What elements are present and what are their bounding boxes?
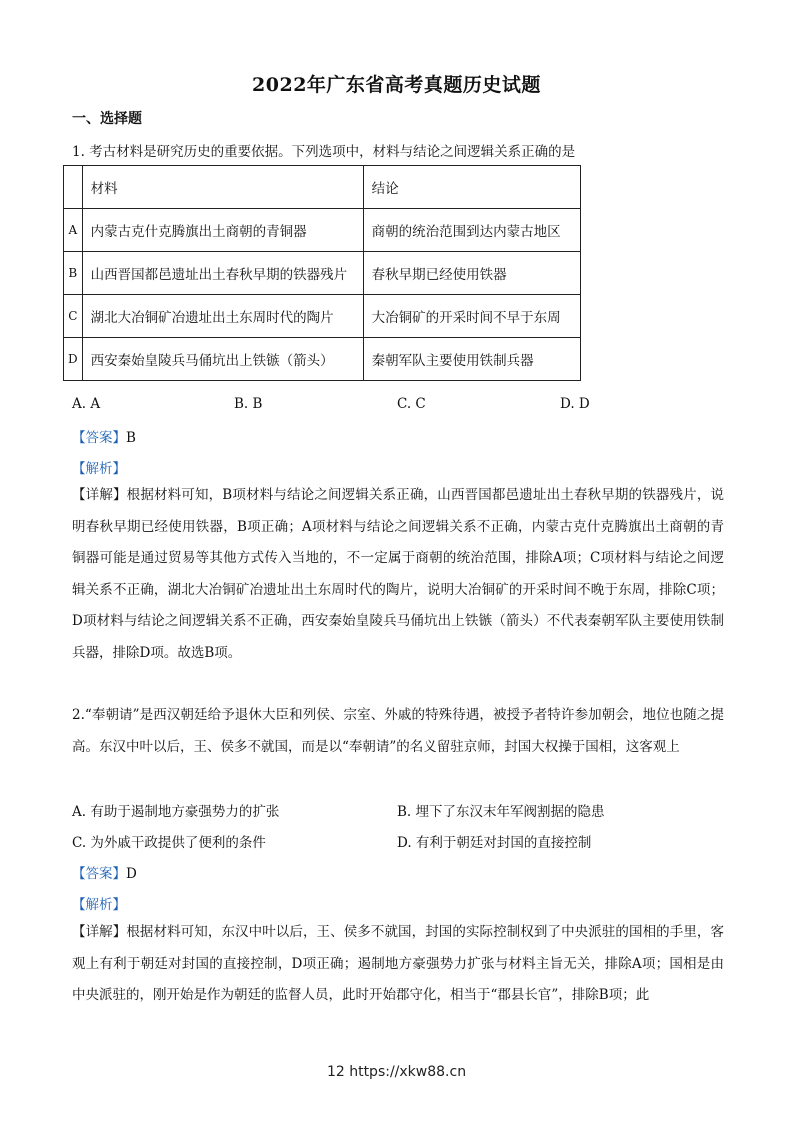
page-title: 2022年广东省高考真题历史试题 [252,74,541,96]
row-key: B [64,252,83,295]
q1-option-b: B. B [234,396,263,412]
q1-option-d: D. D [560,396,590,412]
q2-detail [72,917,724,1013]
answer-value: B [126,430,136,446]
table-row [64,295,581,338]
q2-answer [72,862,137,882]
q2-option-b: B. 埋下了东汉末年军阀割据的隐患 [397,804,605,820]
row-key: A [64,209,83,252]
row-conclusion: 商朝的统治范围到达内蒙古地区 [363,209,580,252]
q1-option-c: C. C [397,396,426,412]
q1-stem: 1. 考古材料是研究历史的重要依据。下列选项中，材料与结论之间逻辑关系正确的是 [72,144,576,160]
q2-option-a: A. 有助于遏制地方豪强势力的扩张 [72,804,280,820]
detail-tag: 【详解】 [72,924,127,940]
q1-option-a: A. A [72,396,101,412]
row-conclusion: 大冶铜矿的开采时间不早于东周 [363,295,580,338]
row-material: 山西晋国都邑遗址出土春秋早期的铁器残片 [82,252,363,295]
row-key: C [64,295,83,338]
q1-answer [72,426,136,446]
row-material: 湖北大冶铜矿冶遗址出土东周时代的陶片 [82,295,363,338]
row-key: D [64,338,83,381]
q2-option-c: C. 为外戚干政提供了便利的条件 [72,835,266,851]
row-material: 西安秦始皇陵兵马俑坑出上铁镞（箭头） [82,338,363,381]
q2-option-d: D. 有利于朝廷对封国的直接控制 [397,835,592,851]
table-cell [64,166,83,209]
table-row [64,252,581,295]
detail-text: 根据材料可知，东汉中叶以后，王、侯多不就国，封国的实际控制权到了中央派驻的国相的手里，客观上有利于朝廷对封国的直接控制，D项正确；遏制地方豪强势力扩张与材料主旨无关，排除A项；国相是由中央派驻的，刚开始是作为朝廷的监督人员，此时开始郡守化，相当于“郡县长官”，排除B项；此 [72,924,724,1003]
answer-tag: 【答案】 [72,866,126,882]
page-footer: 12 https://xkw88.cn [326,1064,467,1080]
table-header-row [64,166,581,209]
row-conclusion: 秦朝军队主要使用铁制兵器 [363,338,580,381]
table-row [64,209,581,252]
q1-material-table [63,165,581,381]
q1-detail [72,480,724,669]
table-header-conclusion: 结论 [363,166,580,209]
detail-text: 根据材料可知，B项材料与结论之间逻辑关系正确，山西晋国都邑遗址出土春秋早期的铁器残片，说明春秋早期已经使用铁器，B项正确；A项材料与结论之间逻辑关系不正确，内蒙古克什克腾旗出土商朝的青铜器可能是通过贸易等其他方式传入当地的，不一定属于商朝的统治范围，排除A项；C项材料与结论之间逻辑关系不正确，湖北大冶铜矿冶遗址出土东周时代的陶片，说明大冶铜矿的开采时间不晚于东周，排除C项；D项材料与结论之间逻辑关系不正确，西安秦始皇陵兵马俑坑出上铁镞（箭头）不代表秦朝军队主要使用铁制兵器，排除D项。故选B项。 [72,487,725,661]
answer-tag: 【答案】 [72,430,126,446]
q2-analysis-tag: 【解析】 [72,897,126,913]
answer-value: D [126,866,137,882]
q2-stem: 2.“奉朝请”是西汉朝廷给予退休大臣和列侯、宗室、外戚的特殊待遇，被授予者特许参加朝会，地位也随之提高。东汉中叶以后，王、侯多不就国，而是以“奉朝请”的名义留驻京师，封国大权操于国相，这客观上 [72,707,724,755]
row-conclusion: 春秋早期已经使用铁器 [363,252,580,295]
detail-tag: 【详解】 [72,487,127,503]
row-material: 内蒙古克什克腾旗出土商朝的青铜器 [82,209,363,252]
table-header-material: 材料 [82,166,363,209]
q1-analysis-tag: 【解析】 [72,461,126,477]
section-heading: 一、选择题 [72,111,142,127]
table-row [64,338,581,381]
